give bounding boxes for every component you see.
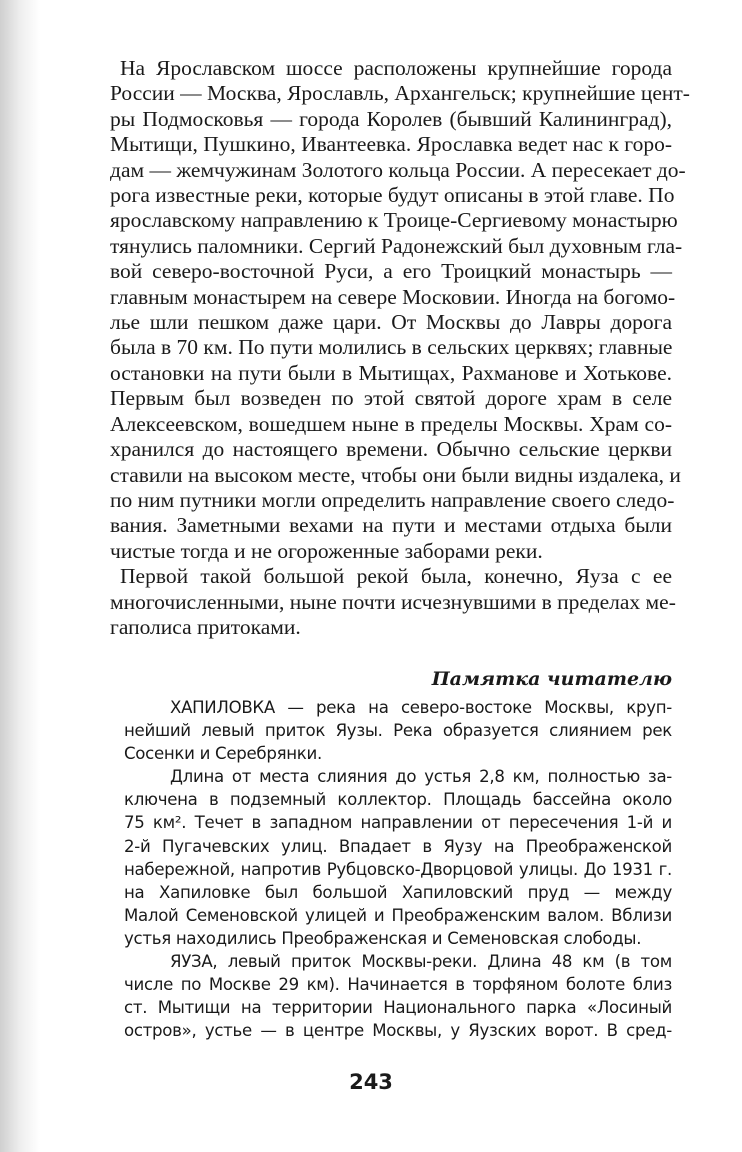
memo-body: [124, 696, 672, 1042]
text-line: Мытищи, Пушкино, Ивантеевка. Ярославка ведет нас к горо-: [110, 132, 672, 157]
text-line: 2-й Пугачевских улиц. Впадает в Яузу на Преображенской: [124, 836, 672, 856]
paragraph: [124, 696, 672, 765]
text-line: многочисленными, ныне почти исчезнувшими в пределах ме-: [110, 589, 676, 614]
page-number: 243: [349, 1070, 393, 1094]
text-line: лье шли пешком даже цари. От Москвы до Лавры дорога: [110, 310, 672, 335]
memo-title: Памятка читателю: [431, 668, 672, 690]
text-line: Сосенки и Серебрянки.: [124, 744, 322, 764]
text-line: по ним путники могли определить направление своего следо-: [110, 487, 675, 512]
text-line: ставили на высоком месте, чтобы они были видны издалека, и: [110, 462, 681, 487]
main-text: [110, 56, 690, 640]
paragraph: [124, 950, 672, 1042]
text-line: нейший левый приток Яузы. Река образуется слиянием рек: [124, 721, 672, 741]
text-line: остановки на пути были в Мытищах, Рахманове и Хотькове.: [110, 360, 672, 385]
text-line: ЯУЗА, левый приток Москвы-реки. Длина 48 км (в том: [170, 952, 672, 972]
text-line: числе по Москве 29 км). Начинается в торфяном болоте близ: [124, 975, 672, 995]
text-line: Первым был возведен по этой святой дороге храм в селе: [110, 386, 672, 411]
text-line: Алексеевском, вошедшем ныне в пределы Москвы. Храм со-: [110, 411, 672, 436]
text-line: Длина от места слияния до устья 2,8 км, полностью за-: [170, 767, 672, 787]
reader-memo-box: [124, 666, 672, 1042]
text-line: главным монастырем на севере Московии. Иногда на богомо-: [110, 284, 676, 309]
text-line: тянулись паломники. Сергий Радонежский был духовным гла-: [110, 233, 683, 258]
text-line: вания. Заметными вехами на пути и местами отдыха были: [110, 513, 672, 538]
text-line: хранился до настоящего времени. Обычно сельские церкви: [110, 437, 672, 462]
text-line: гаполиса притоками.: [110, 614, 301, 639]
text-line: на Хапиловке был большой Хапиловский пруд — между: [124, 882, 672, 902]
text-line: набережной, напротив Рубцовско-Дворцовой улицы. До 1931 г.: [124, 859, 672, 879]
text-line: ст. Мытищи на территории Национального парка «Лосиный: [124, 998, 672, 1018]
text-line: Первой такой большой рекой была, конечно, Яуза с ее: [120, 564, 672, 589]
text-line: ярославскому направлению к Троице-Сергиевому монастырю: [110, 208, 678, 233]
text-line: устья находились Преображенская и Семеновская слободы.: [124, 928, 642, 948]
text-line: ключена в подземный коллектор. Площадь бассейна около: [124, 790, 672, 810]
text-line: ры Подмосковья — города Королев (бывший Калининград),: [110, 106, 672, 131]
text-line: остров», устье — в центре Москвы, у Яузских ворот. В сред-: [124, 1021, 672, 1041]
paragraph: [110, 56, 690, 564]
text-line: На Ярославском шоссе расположены крупнейшие города: [120, 56, 672, 80]
text-line: рога известные реки, которые будут описаны в этой главе. По: [110, 183, 675, 208]
text-line: ХАПИЛОВКА — река на северо-востоке Москвы, круп-: [170, 698, 672, 717]
text-line: Малой Семеновской улицей и Преображенским валом. Вблизи: [124, 905, 672, 925]
text-line: вой северо-восточной Руси, а его Троицкий монастырь —: [110, 259, 672, 284]
scan-edge-shadow: [0, 0, 40, 1152]
text-line: дам — жемчужинам Золотого кольца России. А пересекает до-: [110, 157, 686, 182]
text-line: чистые тогда и не огороженные заборами реки.: [110, 538, 543, 563]
text-line: была в 70 км. По пути молились в сельских церквях; главные: [110, 335, 673, 360]
paragraph: [110, 564, 676, 640]
text-line: России — Москва, Ярославль, Архангельск; крупнейшие цент-: [110, 81, 690, 106]
paragraph: [124, 765, 672, 950]
text-line: 75 км². Течет в западном направлении от пересечения 1-й и: [124, 813, 672, 833]
